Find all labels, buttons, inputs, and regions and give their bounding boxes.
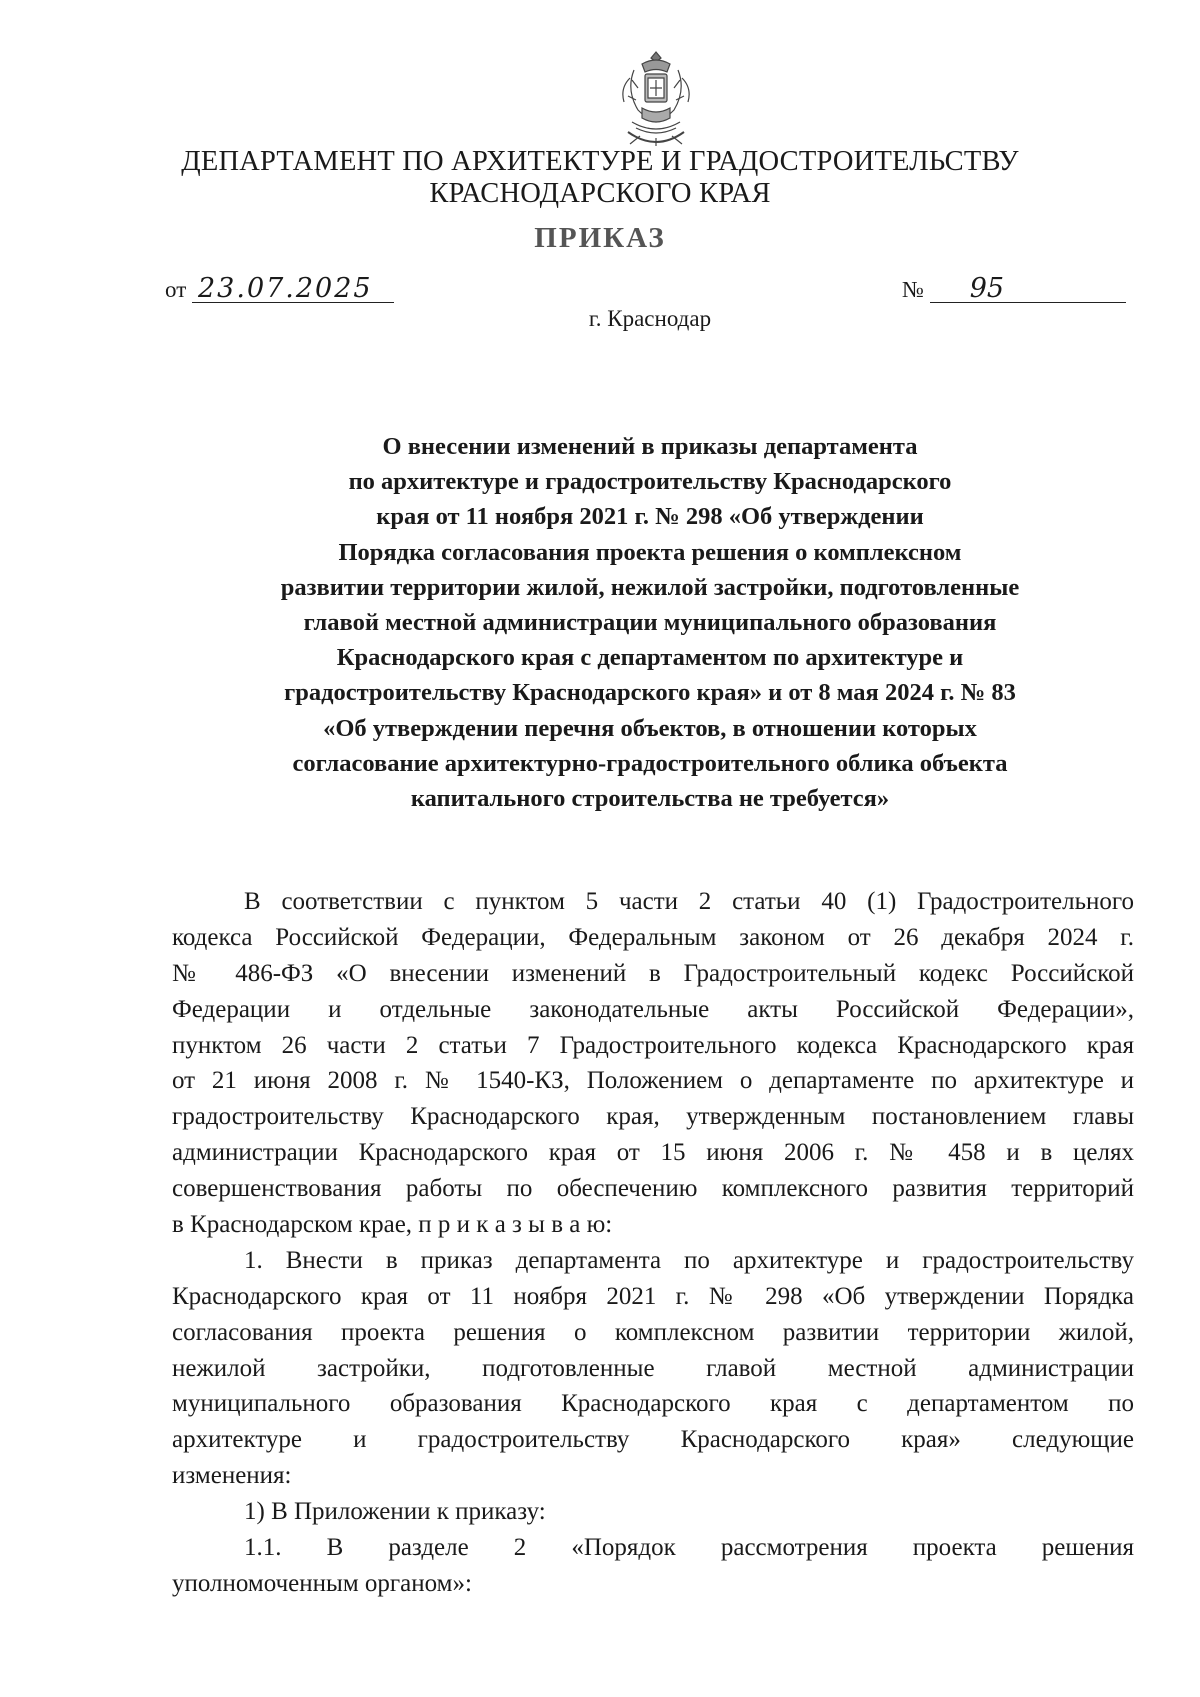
subject-line: «Об утверждении перечня объектов, в отношении которых: [323, 714, 977, 742]
subject-line: согласование архитектурно-градостроительного облика объекта: [292, 749, 1008, 777]
body-line: Федерации и отдельные законодательные акты Российской Федерации»,: [172, 995, 1134, 1023]
city: г. Краснодар: [588, 306, 712, 331]
body-line: нежилой застройки, подготовленные главой местной администрации: [172, 1354, 1134, 1382]
date-field: [165, 273, 394, 304]
subject-line: О внесении изменений в приказы департамента: [382, 433, 918, 460]
body-line: Краснодарского края от 11 ноября 2021 г. № 298 «Об утверждении Порядка: [172, 1282, 1134, 1310]
subject-line: капитального строительства не требуется»: [410, 785, 890, 813]
date-value: 23.07.2025: [192, 276, 394, 303]
body-line: пунктом 26 части 2 статьи 7 Градостроительного кодекса Краснодарского края: [172, 1031, 1134, 1059]
body-line: изменения:: [172, 1462, 292, 1490]
body-line: в Краснодарском крае, п р и к а з ы в а ю:: [172, 1211, 613, 1239]
document-body: [172, 884, 1134, 1602]
date-prefix: от: [165, 277, 187, 302]
subject-line: края от 11 ноября 2021 г. № 298 «Об утверждении: [376, 503, 924, 531]
number-value: 95: [930, 276, 1126, 303]
body-line: архитектуре и градостроительству Краснодарского края» следующие: [172, 1426, 1134, 1454]
body-line: градостроительству Краснодарского края, утвержденным постановлением главы: [172, 1103, 1134, 1131]
body-line: 1. Внести в приказ департамента по архитектуре и градостроительству: [244, 1246, 1134, 1274]
krasnodar-coat-of-arms-icon: [612, 48, 700, 148]
document-subject: [170, 429, 1130, 816]
document-type: ПРИКАЗ: [534, 222, 666, 254]
subject-line: градостроительству Краснодарского края» и от 8 мая 2024 г. № 83: [284, 679, 1016, 707]
number-field: [902, 273, 1126, 304]
department-line-2: КРАСНОДАРСКОГО КРАЯ: [429, 178, 771, 209]
subject-line: Краснодарского края с департаментом по архитектуре и: [336, 644, 964, 672]
subject-line: главой местной администрации муниципального образования: [303, 609, 997, 637]
body-line: 1) В Приложении к приказу:: [244, 1498, 546, 1526]
body-line: муниципального образования Краснодарского края с департаментом по: [172, 1390, 1134, 1418]
subject-line: развитии территории жилой, нежилой застройки, подготовленные: [280, 573, 1020, 601]
number-prefix: №: [902, 277, 924, 302]
subject-line: по архитектуре и градостроительству Краснодарского: [348, 468, 952, 496]
department-name: [0, 146, 1200, 210]
body-line: администрации Краснодарского края от 15 июня 2006 г. № 458 и в целях: [172, 1139, 1134, 1167]
body-line: от 21 июня 2008 г. № 1540-КЗ, Положением о департаменте по архитектуре и: [172, 1067, 1134, 1095]
body-line: совершенствования работы по обеспечению комплексного развития территорий: [172, 1175, 1134, 1203]
department-line-1: ДЕПАРТАМЕНТ ПО АРХИТЕКТУРЕ И ГРАДОСТРОИТЕЛЬСТВУ: [181, 146, 1019, 177]
body-line: 1.1. В разделе 2 «Порядок рассмотрения проекта решения: [244, 1534, 1134, 1562]
body-line: В соответствии с пунктом 5 части 2 статьи 40 (1) Градостроительного: [244, 888, 1134, 915]
body-line: кодекса Российской Федерации, Федеральным законом от 26 декабря 2024 г.: [172, 923, 1134, 951]
body-line: согласования проекта решения о комплексном развитии территории жилой,: [172, 1318, 1134, 1346]
subject-line: Порядка согласования проекта решения о комплексном: [338, 538, 962, 566]
body-line: № 486-ФЗ «О внесении изменений в Градостроительный кодекс Российской: [172, 959, 1134, 987]
body-line: уполномоченным органом»:: [172, 1569, 472, 1597]
